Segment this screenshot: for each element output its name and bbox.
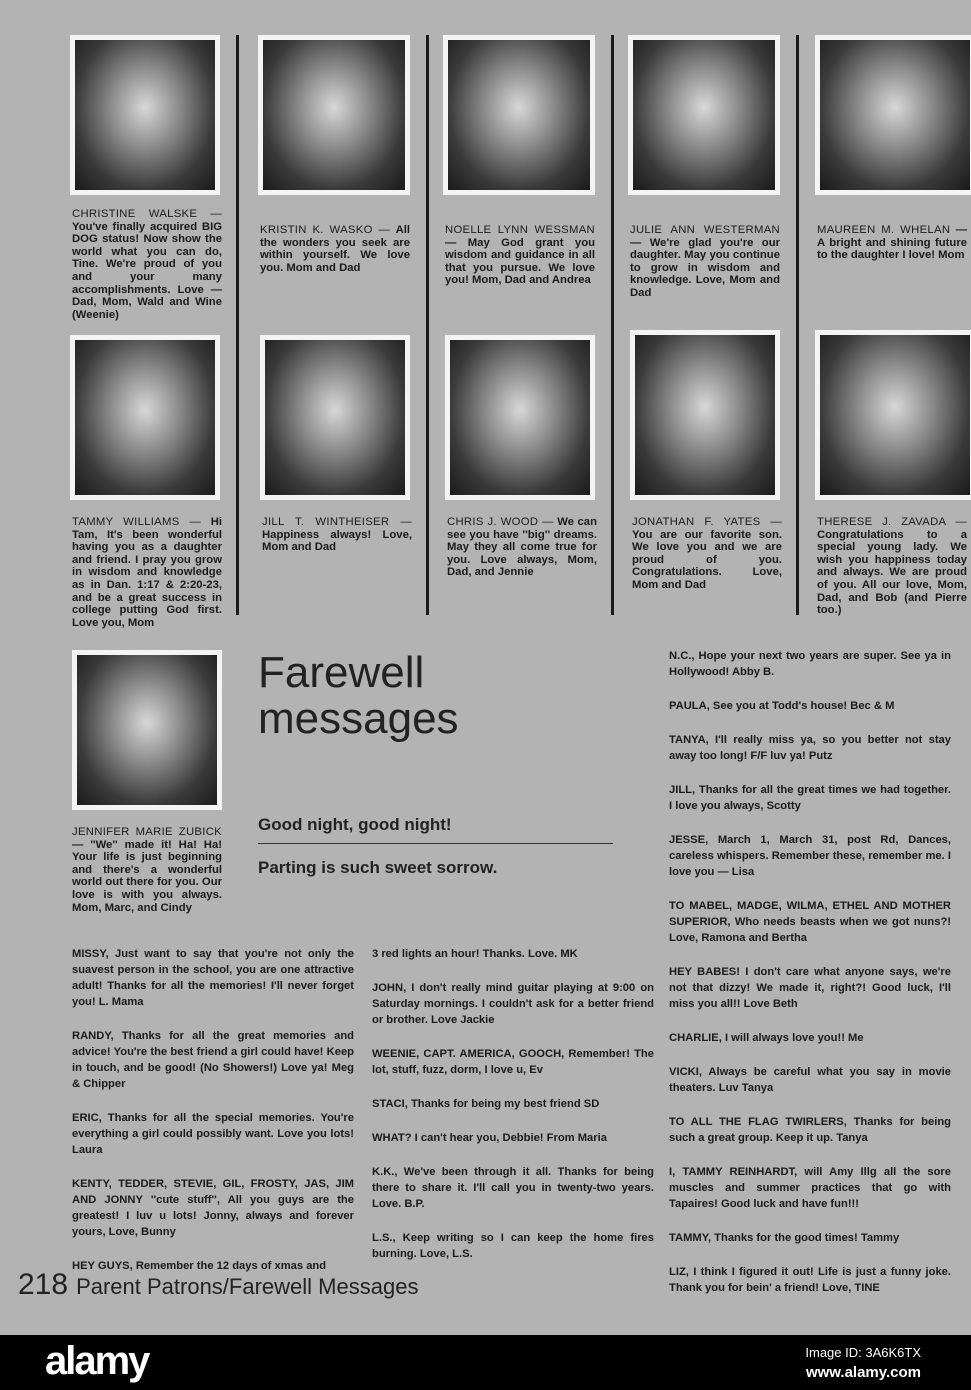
student-name: NOELLE LYNN WESSMAN	[445, 224, 595, 236]
portrait-photo	[72, 650, 222, 810]
farewell-message: KENTY, TEDDER, STEVIE, GIL, FROSTY, JAS, JIM AND JONNY ''cute stuff'', All you guys are the greatest! I luv u lots! Jonny, always and forever yours, Love, Bunny	[72, 1178, 354, 1238]
parent-message: Happiness always! Love, Mom and Dad	[262, 528, 412, 554]
portrait-image	[75, 340, 215, 495]
subheading: Good night, good night!	[258, 815, 452, 834]
portrait-caption	[817, 516, 967, 617]
portrait-caption	[447, 516, 597, 579]
farewell-message: 3 red lights an hour! Thanks. Love. MK	[372, 948, 578, 960]
portrait-photo	[70, 335, 220, 500]
farewell-message: WHAT? I can't hear you, Debbie! From Maria	[372, 1132, 607, 1144]
student-name: CHRISTINE WALSKE —	[72, 208, 222, 220]
portrait-image	[75, 40, 215, 190]
farewell-message: MISSY, Just want to say that you're not only the suavest person in the school, you are one attractive adult! Thanks for all the memories! I'll never forget you! L. Mama	[72, 948, 354, 1008]
farewell-message: K.K., We've been through it all. Thanks for being there to share it. I'll call you in twenty-two years. Love. B.P.	[372, 1166, 654, 1210]
farewell-message: WEENIE, CAPT. AMERICA, GOOCH, Remember! The lot, stuff, fuzz, dorm, I love u, Ev	[372, 1048, 654, 1076]
portrait-image	[448, 40, 590, 190]
message-column	[72, 946, 354, 1292]
portrait-image	[77, 655, 217, 805]
parent-message: — A bright and shining future to the daughter I love! Mom	[817, 224, 968, 262]
portrait-image	[820, 40, 970, 190]
portrait-caption	[72, 516, 222, 629]
farewell-message: PAULA, See you at Todd's house! Bec & M	[669, 700, 895, 712]
farewell-message: CHARLIE, I will always love you!! Me	[669, 1032, 864, 1044]
farewell-message: RANDY, Thanks for all the great memories and advice! You're the best friend a girl could have! Keep in touch, and be good! (No Showers!) Love ya! Meg & Chipper	[72, 1030, 354, 1090]
student-name: MAUREEN M. WHELAN	[817, 224, 951, 236]
message-column	[372, 946, 654, 1280]
student-name: CHRIS J. WOOD —	[447, 516, 554, 528]
portrait-image	[633, 40, 775, 190]
portrait-caption	[262, 516, 412, 554]
watermark-url: www.alamy.com	[805, 1364, 921, 1381]
image-id: Image ID: 3A6K6TX	[805, 1345, 921, 1360]
farewell-message: L.S., Keep writing so I can keep the home fires burning. Love, L.S.	[372, 1232, 654, 1260]
farewell-message: TAMMY, Thanks for the good times! Tammy	[669, 1232, 900, 1244]
portrait-photo	[70, 35, 220, 195]
farewell-message: JILL, Thanks for all the great times we had together. I love you always, Scotty	[669, 784, 951, 812]
farewell-message: TANYA, I'll really miss ya, so you better not stay away too long! F/F luv ya! Putz	[669, 734, 951, 762]
farewell-message: ERIC, Thanks for all the special memories. You're everything a girl could possibly want. Love you lots! Laura	[72, 1112, 354, 1156]
rule	[258, 843, 613, 844]
farewell-message: TO MABEL, MADGE, WILMA, ETHEL AND MOTHER SUPERIOR, Who needs beasts when we got nuns?! Love, Ramona and Bertha	[669, 900, 951, 944]
portrait-caption	[632, 516, 782, 592]
portrait-caption	[817, 224, 967, 262]
column-divider	[236, 35, 239, 615]
headline-line: messages	[258, 694, 459, 743]
alamy-logo: alamy	[45, 1339, 149, 1383]
parent-message: Congratulations to a special young lady. We wish you happiness today and always. We are proud of you. All our love, Mom, Dad, and Bob (and Pierre too.)	[817, 528, 967, 617]
subheading: Parting is such sweet sorrow.	[258, 858, 498, 877]
parent-message: — We're glad you're our daughter. May you continue to grow in wisdom and knowledge. Love, Mom and Dad	[630, 236, 780, 299]
portrait-caption	[445, 224, 595, 287]
portrait-photo	[258, 35, 410, 195]
student-name: JILL T. WINTHEISER —	[262, 516, 412, 528]
parent-message: You've finally acquired BIG DOG status! Now show the world what you can do, Tine. We're proud of you and your many accomplishments. Love — Dad, Mom, Wald and Wine (Weenie)	[72, 220, 222, 321]
farewell-message: N.C., Hope your next two years are super. See ya in Hollywood! Abby B.	[669, 650, 951, 678]
farewell-message: JOHN, I don't really mind guitar playing at 9:00 on Saturday mornings. I couldn't ask for a better friend or brother. Love Jackie	[372, 982, 654, 1026]
student-name: THERESE J. ZAVADA —	[817, 516, 967, 528]
portrait-photo	[815, 330, 971, 500]
portrait-caption	[72, 826, 222, 914]
farewell-message: TO ALL THE FLAG TWIRLERS, Thanks for being such a great group. Keep it up. Tanya	[669, 1116, 951, 1144]
portrait-image	[635, 335, 775, 495]
column-divider	[796, 35, 799, 615]
page-footer	[18, 1268, 418, 1302]
column-divider	[611, 35, 614, 615]
portrait-image	[265, 340, 405, 495]
portrait-image	[450, 340, 590, 495]
portrait-caption	[260, 224, 410, 274]
column-divider	[426, 35, 429, 615]
farewell-message: LIZ, I think I figured it out! Life is just a funny joke. Thank you for bein' a friend! Love, TINE	[669, 1266, 951, 1294]
portrait-image	[263, 40, 405, 190]
portrait-photo	[260, 335, 410, 500]
student-name: JULIE ANN WESTERMAN	[630, 224, 780, 236]
farewell-message: HEY GUYS, Remember the 12 days of xmas and	[72, 1260, 327, 1272]
portrait-caption	[630, 224, 780, 300]
student-name: TAMMY WILLIAMS —	[72, 516, 202, 528]
farewell-message: I, TAMMY REINHARDT, will Amy Illg all the sore muscles and summer practices that go with Tapaires! Good luck and have fun!!!	[669, 1166, 951, 1210]
student-name: JONATHAN F. YATES —	[632, 516, 782, 528]
student-name: KRISTIN K. WASKO —	[260, 224, 391, 236]
farewell-message: HEY BABES! I don't care what anyone says, we're not that dizzy! We made it, right?! Good luck, I'll miss you all!! Love Beth	[669, 966, 951, 1010]
farewell-message: VICKI, Always be careful what you say in movie theaters. Luv Tanya	[669, 1066, 951, 1094]
student-name: JENNIFER MARIE ZUBICK	[72, 826, 222, 838]
section-headline	[258, 650, 459, 742]
portrait-photo	[628, 35, 780, 195]
page-number: 218	[18, 1268, 69, 1301]
parent-message: All the wonders you seek are within yourself. We love you. Mom and Dad	[260, 224, 410, 274]
message-column	[669, 648, 951, 1314]
parent-message: — ''We'' made it! Ha! Ha! Your life is just beginning and there's a wonderful world out there for you. Our love is with you always. Mom, Marc, and Cindy	[72, 838, 222, 914]
portrait-caption	[72, 208, 222, 321]
portrait-photo	[630, 330, 780, 500]
parent-message: You are our favorite son. We love you and we are proud of you. Congratulations. Love, Mom and Dad	[632, 528, 782, 591]
portrait-photo	[815, 35, 971, 195]
parent-message: Hi Tam, It's been wonderful having you as a daughter and friend. I pray you grow in wisdom and knowledge as in Dan. 1:17 & 2:20-23, and be a great success in college putting God first. Love you, Mom	[72, 516, 223, 629]
headline-line: Farewell	[258, 648, 425, 697]
farewell-message: STACI, Thanks for being my best friend SD	[372, 1098, 600, 1110]
portrait-photo	[443, 35, 595, 195]
parent-message: We can see you have ''big'' dreams. May they all come true for you. Love always, Mom, Dad, and Jennie	[447, 516, 597, 579]
section-title: Parent Patrons/Farewell Messages	[76, 1274, 419, 1299]
portrait-image	[820, 335, 970, 495]
farewell-message: JESSE, March 1, March 31, post Rd, Dances, careless whispers. Remember these, remember me. I love you — Lisa	[669, 834, 951, 878]
parent-message: — May God grant you wisdom and guidance in all that you pursue. We love you! Mom, Dad and Andrea	[445, 236, 595, 287]
portrait-photo	[445, 335, 595, 500]
watermark-bar	[0, 1335, 971, 1390]
